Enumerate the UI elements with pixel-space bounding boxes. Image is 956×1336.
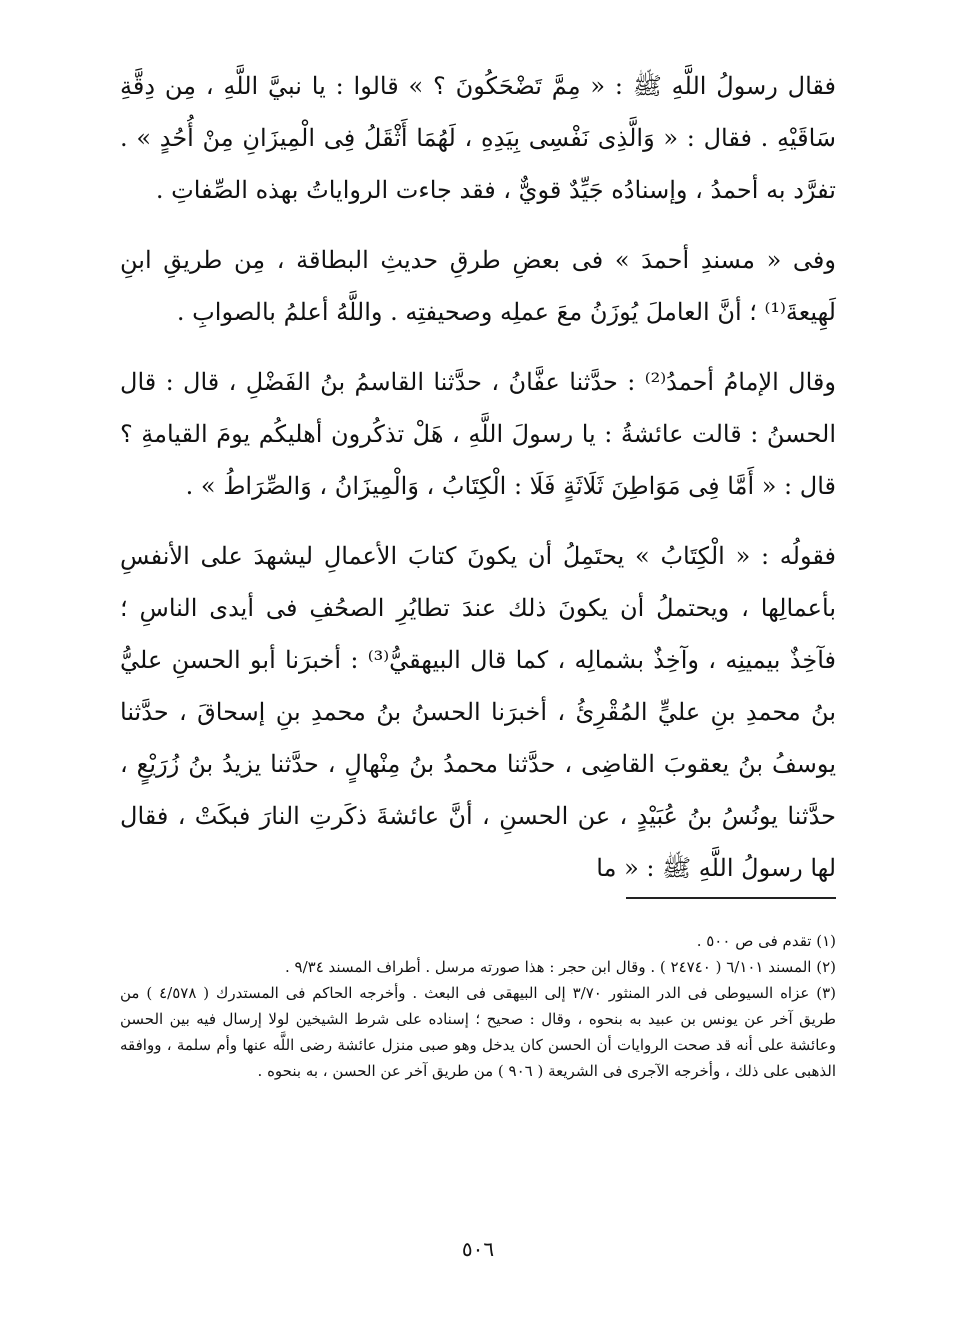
paragraph-4: فقولُه : « الْكِتَابُ » يحتَمِلُ أن يكونَ كتابَ الأعمالِ ليشهدَ على الأنفسِ بأعمالِها ، ويحتملُ أن يكونَ ذلك عندَ تطايُرِ الصحُفِ فى أيدى الناسِ ؛ فآخِذٌ بيمينِه ، وآخِذٌ بشمالِه ، كما قال البيهقيُّ⁽³⁾ : أخبرَنا أبو الحسنِ عليُّ بنُ محمدِ بنِ عليٍّ المُقْرِئُ ، أخبرَنا الحسنُ بنُ محمدِ بنِ إسحاقَ ، حدَّثنا يوسفُ بنُ يعقوبَ القاضِى ، حدَّثنا محمدُ بنُ مِنْهالٍ ، حدَّثنا يزيدُ بنُ زُرَيْعٍ ، حدَّثنا يونُسُ بنُ عُبَيْدٍ ، عن الحسنِ ، أنَّ عائشةَ ذكَرتِ النارَ فبكَتْ ، فقال لها رسولُ اللَّهِ ﷺ : « ما: [120, 542, 836, 882]
paragraph-2: وفى « مسندِ أحمدَ » فى بعضِ طرقِ حديثِ البطاقة ، مِن طريقِ ابنِ لَهِيعةَ⁽¹⁾ ؛ أنَّ العاملَ يُوزَنُ معَ عملِه وصحيفتِه . واللَّهُ أعلمُ بالصوابِ .: [120, 246, 836, 326]
footnote-1: (١) تقدم فى ص ٥٠٠ .: [696, 932, 836, 950]
main-text: [120, 60, 836, 894]
page-number: ٥٠٦: [461, 1237, 495, 1261]
footnote-separator: [626, 897, 836, 899]
paragraph-3: وقال الإمامُ أحمدُ⁽²⁾ : حدَّثنا عفَّانُ ، حدَّثنا القاسمُ بنُ الفَضْلِ ، قال : قال الحسنُ : قالت عائشةُ : يا رسولَ اللَّهِ ، هَلْ تذكُرون أهليكُم يومَ القيامةِ ؟ قال : « أَمَّا فِى مَوَاطِنَ ثَلَاثَةٍ فَلَا : الْكِتَابُ ، وَالْمِيزَانُ ، وَالصِّرَاطُ » .: [120, 368, 836, 500]
footnote-3: (٣) عزاه السيوطى فى الدر المنثور ٣/٧٠ إلى البيهقى فى البعث . وأخرجه الحاكم فى المستدرك ( ٤/٥٧٨ ) من طريق آخر عن يونس بن عبيد به بنحوه ، وقال : صحيح ؛ إسناده على شرط الشيخين لولا إرسال فيه بين الحسن وعائشة على أنه قد صحت الروايات أن الحسن كان يدخل وهو صبى منزل عائشة رضى اللَّه عنها وأم سلمة ، ووافقه الذهبى على ذلك ، وأخرجه الآجرى فى الشريعة ( ٩٠٦ ) من طريق آخر عن الحسن ، به بنحوه .: [120, 984, 836, 1080]
footnote-2: (٢) المسند ٦/١٠١ ( ٢٤٧٤٠ ) . وقال ابن حجر : هذا صورته مرسل . أطراف المسند ٩/٣٤ .: [285, 958, 836, 976]
footnotes: [120, 928, 836, 1084]
paragraph-1: فقال رسولُ اللَّهِ ﷺ : « مِمَّ تَضْحَكُونَ ؟ » قالوا : يا نبيَّ اللَّهِ ، مِن دِقَّةِ سَاقَيْهِ . فقال : « وَالَّذِى نَفْسِى بِيَدِهِ ، لَهُمَا أَثْقَلُ فِى الْمِيزَانِ مِنْ أُحُدٍ » . تفرَّد به أحمدُ ، وإسنادُه جَيِّدٌ قويٌّ ، فقد جاءت الرواياتُ بهذه الصِّفاتِ .: [120, 72, 836, 204]
